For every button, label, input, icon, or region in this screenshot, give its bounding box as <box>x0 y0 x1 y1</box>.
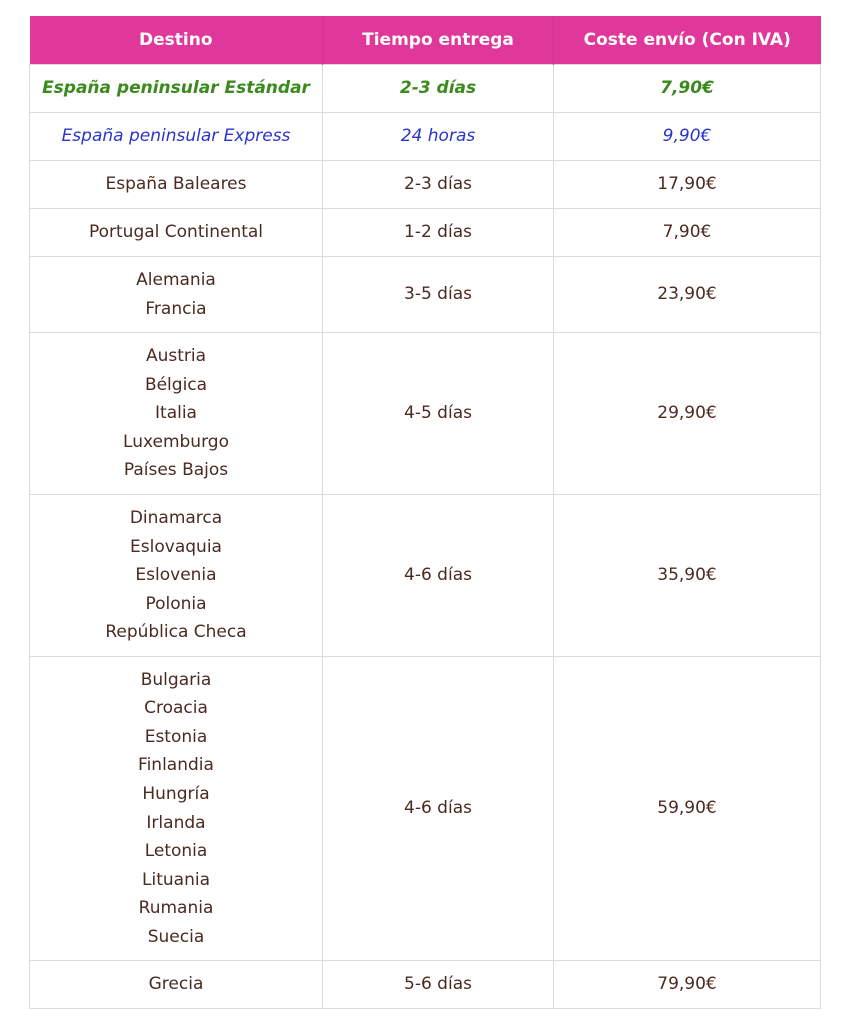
destination-cell <box>30 257 323 333</box>
destination-cell <box>30 113 323 161</box>
destination-name: Grecia <box>148 974 204 995</box>
delivery-time-cell: 4-6 días <box>323 657 554 961</box>
table-row <box>30 257 821 333</box>
shipping-cost-cell: 23,90€ <box>554 257 821 333</box>
destination-name: Francia <box>145 298 207 319</box>
shipping-cost-cell: 7,90€ <box>554 209 821 257</box>
header-row <box>30 16 821 65</box>
delivery-time-cell: 5-6 días <box>323 961 554 1009</box>
destination-cell <box>30 333 323 495</box>
destination-name: Portugal Continental <box>88 222 264 243</box>
table-body <box>30 65 821 1009</box>
destination-cell <box>30 209 323 257</box>
destination-cell <box>30 495 323 657</box>
shipping-rates-table <box>29 16 821 1009</box>
delivery-time-cell: 2-3 días <box>323 161 554 209</box>
destination-name: Eslovenia <box>135 565 217 586</box>
shipping-cost-cell: 17,90€ <box>554 161 821 209</box>
table-row <box>30 113 821 161</box>
delivery-time-cell: 24 horas <box>323 113 554 161</box>
header-destino: Destino <box>30 16 323 65</box>
header-tiempo-entrega: Tiempo entrega <box>323 16 554 65</box>
destination-name: Austria <box>145 346 207 367</box>
table-row <box>30 495 821 657</box>
table-row <box>30 161 821 209</box>
destination-cell <box>30 65 323 113</box>
table-row <box>30 657 821 961</box>
shipping-cost-cell: 35,90€ <box>554 495 821 657</box>
destination-name: Eslovaquia <box>130 536 222 557</box>
destination-name: España Baleares <box>105 174 247 195</box>
destination-name: Estonia <box>144 726 208 747</box>
destination-name: Dinamarca <box>129 508 223 529</box>
delivery-time-cell: 2-3 días <box>323 65 554 113</box>
destination-name: Suecia <box>147 926 205 947</box>
table-row <box>30 333 821 495</box>
shipping-cost-cell: 29,90€ <box>554 333 821 495</box>
destination-name: Italia <box>155 403 197 424</box>
destination-name: Polonia <box>145 593 207 614</box>
shipping-cost-cell: 79,90€ <box>554 961 821 1009</box>
destination-name: Finlandia <box>138 755 214 776</box>
destination-name: Rumania <box>138 898 214 919</box>
delivery-time-cell: 3-5 días <box>323 257 554 333</box>
table-header <box>30 16 821 65</box>
destination-name: Bélgica <box>144 374 208 395</box>
destination-name: España peninsular Estándar <box>42 78 310 99</box>
destination-name: República Checa <box>105 622 247 643</box>
destination-name: Hungría <box>142 783 210 804</box>
table-row <box>30 209 821 257</box>
destination-name: Lituania <box>142 869 210 890</box>
destination-cell <box>30 161 323 209</box>
header-coste-envio: Coste envío (Con IVA) <box>554 16 821 65</box>
table-row <box>30 961 821 1009</box>
shipping-cost-cell: 9,90€ <box>554 113 821 161</box>
delivery-time-cell: 1-2 días <box>323 209 554 257</box>
destination-name: Luxemburgo <box>123 431 229 452</box>
destination-cell <box>30 961 323 1009</box>
destination-name: Países Bajos <box>123 460 229 481</box>
destination-name: Letonia <box>144 841 208 862</box>
destination-name: España peninsular Express <box>61 126 291 147</box>
destination-cell <box>30 657 323 961</box>
destination-name: Alemania <box>136 269 216 290</box>
delivery-time-cell: 4-6 días <box>323 495 554 657</box>
table-row <box>30 65 821 113</box>
destination-name: Bulgaria <box>140 669 212 690</box>
delivery-time-cell: 4-5 días <box>323 333 554 495</box>
shipping-cost-cell: 59,90€ <box>554 657 821 961</box>
destination-name: Croacia <box>144 698 208 719</box>
shipping-cost-cell: 7,90€ <box>554 65 821 113</box>
destination-name: Irlanda <box>146 812 206 833</box>
